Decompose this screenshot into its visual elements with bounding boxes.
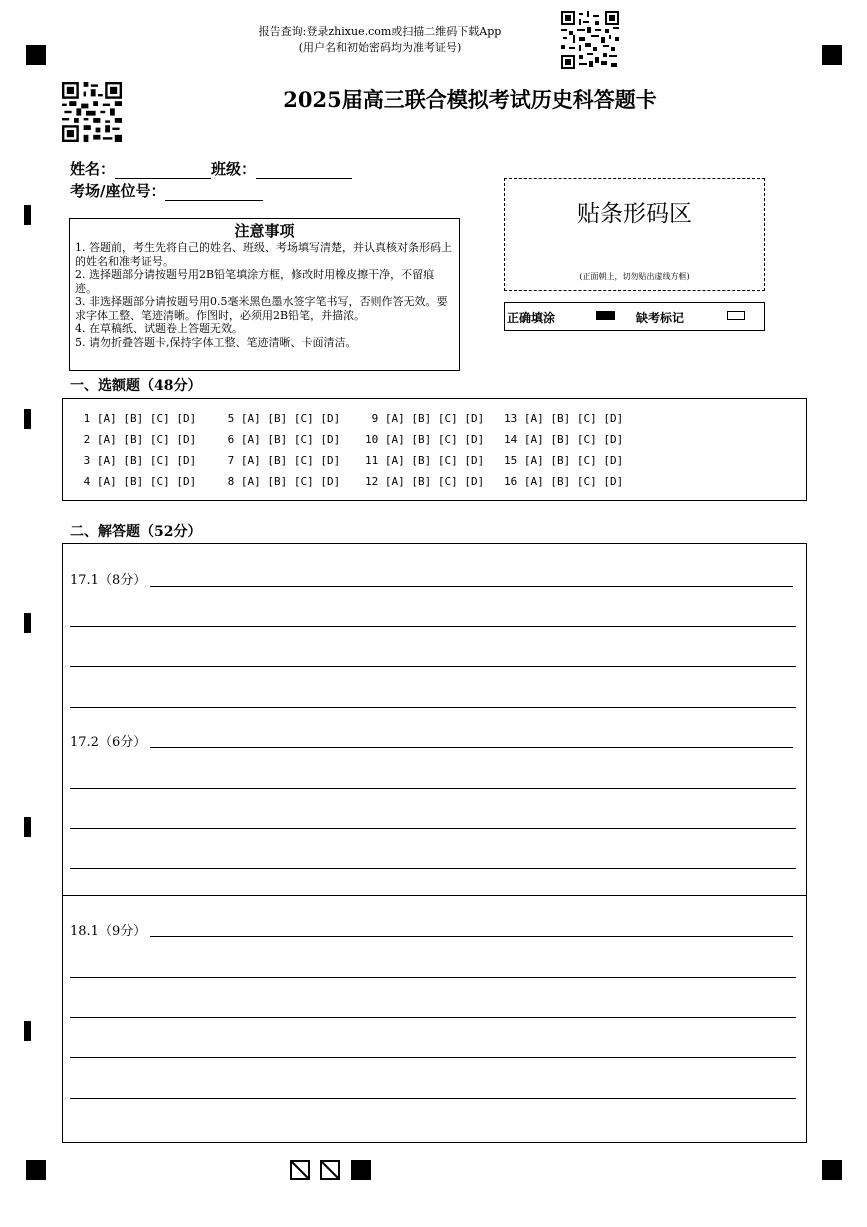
barcode-area-title: 贴条形码区: [577, 201, 692, 227]
absent-mark-box[interactable]: [727, 311, 745, 320]
mc-question-11[interactable]: 11 [A] [B] [C] [D]: [365, 454, 485, 467]
timing-mark: [24, 409, 31, 429]
card-qr-code: [62, 82, 122, 142]
answer-line[interactable]: [150, 936, 793, 937]
answer-line[interactable]: [70, 666, 796, 667]
report-query-line1: 报告查询:登录zhixue.com或扫描二维码下载App: [258, 25, 502, 38]
answer-line[interactable]: [70, 828, 796, 829]
answer-line[interactable]: [70, 1017, 796, 1018]
timing-mark: [24, 817, 31, 837]
fill-legend: [504, 302, 765, 331]
page-mark-crossed: [320, 1160, 340, 1180]
notice-heading: 注意事项: [234, 222, 295, 240]
registration-mark-top-right: [822, 45, 842, 65]
class-field[interactable]: [256, 162, 352, 179]
barcode-area-hint: (正面朝上，切勿贴出虚线方框): [579, 272, 690, 281]
mc-question-1[interactable]: 1 [A] [B] [C] [D]: [77, 412, 197, 425]
mc-question-15[interactable]: 15 [A] [B] [C] [D]: [504, 454, 624, 467]
mc-question-2[interactable]: 2 [A] [B] [C] [D]: [77, 433, 197, 446]
answer-line[interactable]: [70, 788, 796, 789]
correct-fill-label: 正确填涂: [507, 311, 556, 325]
mc-question-7[interactable]: 7 [A] [B] [C] [D]: [221, 454, 341, 467]
mc-question-6[interactable]: 6 [A] [B] [C] [D]: [221, 433, 341, 446]
page-title: 2025届高三联合模拟考试历史科答题卡: [283, 87, 657, 112]
page-mark-crossed: [290, 1160, 310, 1180]
answer-box-18: [62, 895, 807, 1143]
notice-item: 1. 答题前，考生先将自己的姓名、班级、考场填写清楚，并认真核对条形码上的姓名和准考证号。: [75, 241, 452, 268]
answer-box-17: [62, 543, 807, 896]
notice-item: 4. 在草稿纸、试题卷上答题无效。: [75, 322, 243, 335]
barcode-area: [504, 178, 765, 291]
question-17-2-label: 17.2（6分）: [70, 735, 147, 750]
mc-question-16[interactable]: 16 [A] [B] [C] [D]: [504, 475, 624, 488]
name-label: 姓名：: [70, 160, 116, 178]
answer-line[interactable]: [70, 1098, 796, 1099]
section1-title: 一、选额题（48分）: [70, 378, 202, 394]
notice-box: [69, 218, 460, 371]
mc-question-5[interactable]: 5 [A] [B] [C] [D]: [221, 412, 341, 425]
mc-question-3[interactable]: 3 [A] [B] [C] [D]: [77, 454, 197, 467]
timing-mark: [24, 1021, 31, 1041]
answer-line[interactable]: [70, 868, 796, 869]
timing-mark: [24, 613, 31, 633]
seat-label: 考场/座位号：: [70, 182, 166, 200]
notice-item: 5. 请勿折叠答题卡,保持字体工整、笔迹清晰、卡面清洁。: [75, 335, 357, 349]
section2-title: 二、解答题（52分）: [70, 524, 202, 540]
answer-line[interactable]: [70, 626, 796, 627]
answer-line[interactable]: [70, 707, 796, 708]
notice-item: 3. 非选择题部分请按题号用0.5毫米黑色墨水签字笔书写，否则作答无效。要求字体工整、笔迹清晰。作图时，必须用2B铅笔，并描浓。: [75, 295, 448, 322]
mc-question-14[interactable]: 14 [A] [B] [C] [D]: [504, 433, 624, 446]
answer-line[interactable]: [70, 1057, 796, 1058]
notice-item: 2. 选择题部分请按题号用2B铅笔填涂方框，修改时用橡皮擦干净，不留痕迹。: [75, 268, 435, 295]
mc-question-4[interactable]: 4 [A] [B] [C] [D]: [77, 475, 197, 488]
report-query-note: [200, 24, 560, 56]
name-class-row: [70, 158, 352, 179]
app-qr-code: [561, 11, 619, 69]
answer-line[interactable]: [150, 747, 793, 748]
registration-mark-top-left: [26, 45, 46, 65]
mc-question-10[interactable]: 10 [A] [B] [C] [D]: [365, 433, 485, 446]
absent-mark-label: 缺考标记: [636, 311, 685, 325]
page-mark-filled: [351, 1160, 371, 1180]
mc-question-8[interactable]: 8 [A] [B] [C] [D]: [221, 475, 341, 488]
answer-line[interactable]: [70, 977, 796, 978]
name-field[interactable]: [115, 162, 211, 179]
question-17-1-label: 17.1（8分）: [70, 573, 147, 588]
registration-mark-bottom-right: [822, 1160, 842, 1180]
registration-mark-bottom-left: [26, 1160, 46, 1180]
seat-field[interactable]: [165, 184, 263, 201]
question-18-1-label: 18.1（9分）: [70, 924, 147, 939]
correct-fill-sample: [596, 311, 615, 320]
seat-row: [70, 180, 263, 201]
report-query-line2: (用户名和初始密码均为准考证号): [298, 41, 462, 54]
mc-question-9[interactable]: 9 [A] [B] [C] [D]: [365, 412, 485, 425]
class-label: 班级：: [211, 160, 257, 178]
mc-question-12[interactable]: 12 [A] [B] [C] [D]: [365, 475, 485, 488]
multiple-choice-box: [62, 398, 807, 501]
answer-line[interactable]: [150, 586, 793, 587]
timing-mark: [24, 205, 31, 225]
mc-question-13[interactable]: 13 [A] [B] [C] [D]: [504, 412, 624, 425]
